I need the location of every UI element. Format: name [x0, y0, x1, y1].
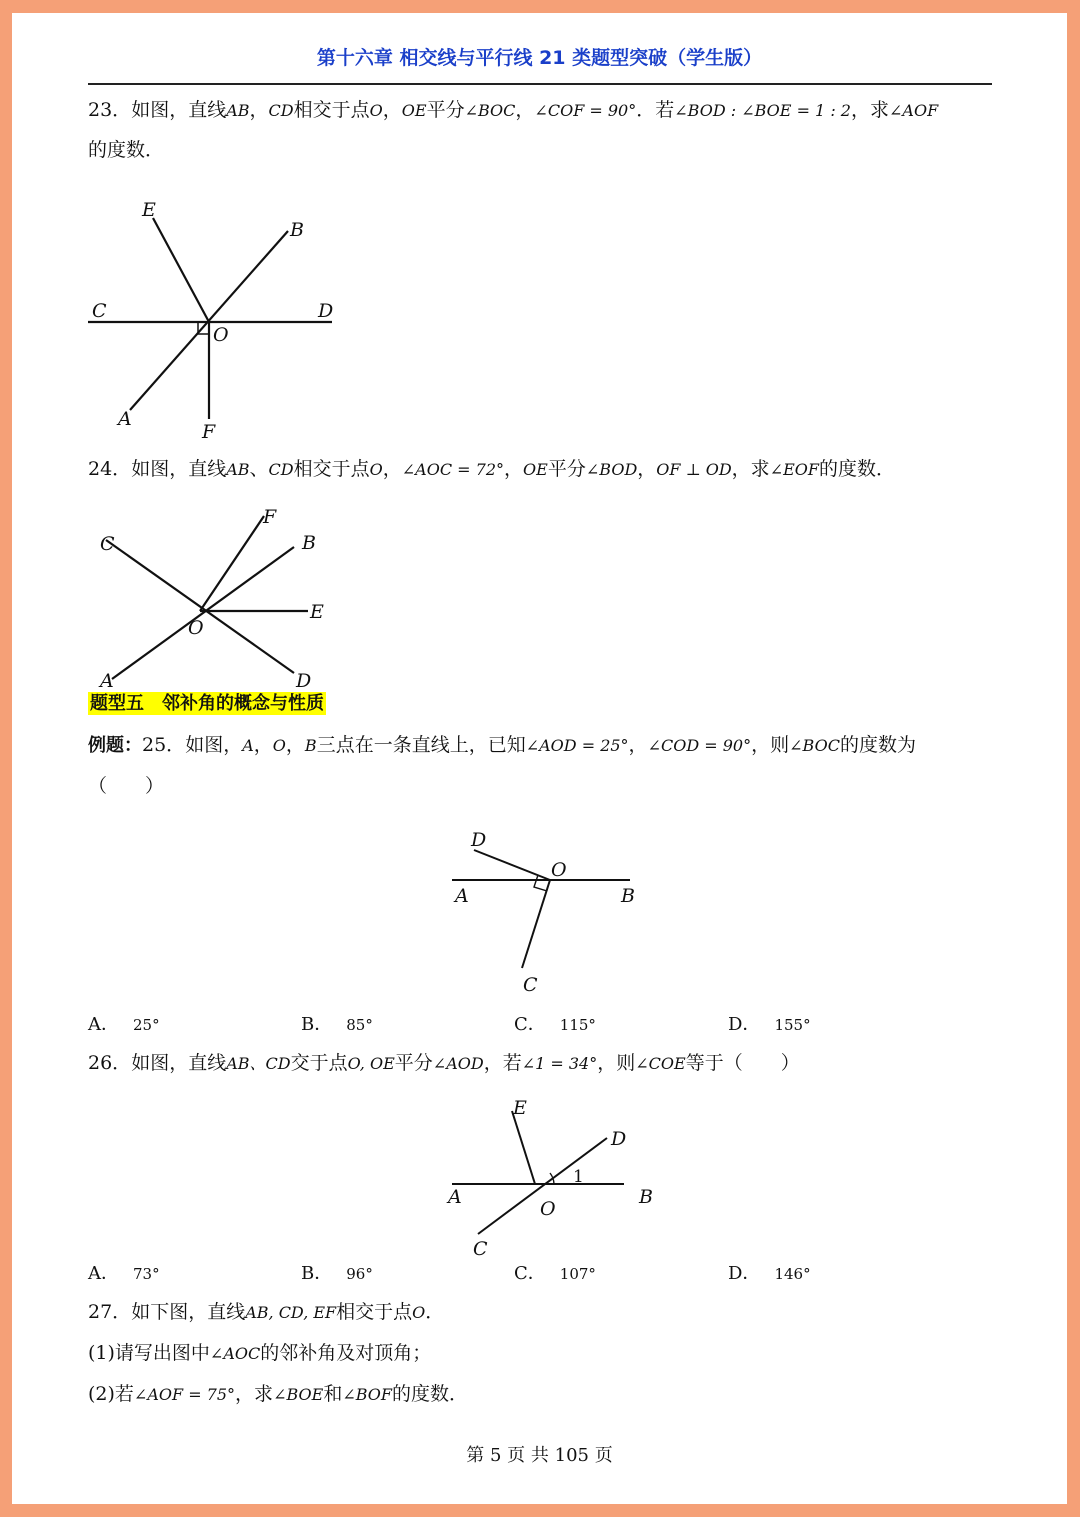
- question-24-line1: [88, 456, 895, 483]
- question-number: 27．: [88, 1301, 132, 1323]
- label-e: E: [142, 199, 156, 221]
- ray-oe: [153, 218, 209, 322]
- header-divider: [88, 83, 992, 85]
- math-cd: CD: [268, 460, 294, 479]
- option-b[interactable]: [301, 1259, 373, 1285]
- math-ab-cd-ef: AB, CD, EF: [245, 1303, 337, 1322]
- label-b: B: [302, 532, 316, 554]
- text: ，则: [751, 734, 790, 756]
- text: 如图，: [185, 734, 243, 756]
- option-b[interactable]: [301, 1010, 373, 1036]
- question-number: 26．: [88, 1052, 132, 1074]
- figure-q25: [437, 813, 657, 993]
- text: 如图，直线: [131, 99, 227, 121]
- label-b: B: [639, 1186, 653, 1208]
- label-c: C: [100, 533, 115, 555]
- option-value: 146°: [774, 1265, 811, 1283]
- label-c: C: [92, 300, 107, 322]
- option-letter: C．: [514, 1014, 546, 1035]
- math-angle-eof: ∠EOF: [769, 460, 819, 479]
- math-o: O: [369, 460, 383, 479]
- text: 的度数．: [392, 1383, 469, 1405]
- text: ，则: [597, 1052, 636, 1074]
- math-angle-aof: ∠AOF: [889, 101, 939, 120]
- math-angle-aoc: ∠AOC: [209, 1344, 261, 1363]
- question-27-line1: [88, 1299, 444, 1326]
- option-value: 115°: [559, 1016, 596, 1034]
- math-angle-aof: ∠AOF = 75°: [133, 1385, 236, 1404]
- page-footer: 第 5 页 共 105 页: [466, 1445, 613, 1466]
- text: ，: [382, 458, 402, 480]
- label-e: E: [513, 1097, 527, 1119]
- label-e: E: [310, 601, 324, 623]
- math-angle-bod: ∠BOD: [585, 460, 638, 479]
- figure-q24: [82, 493, 352, 693]
- option-value: 73°: [133, 1265, 160, 1283]
- ray-of: [200, 516, 264, 611]
- option-d[interactable]: [728, 1259, 811, 1285]
- text: 、: [249, 458, 269, 480]
- math-o-oe: O, OE: [347, 1054, 395, 1073]
- math-angle-coe: ∠COE: [635, 1054, 686, 1073]
- text: (2)若: [88, 1383, 134, 1405]
- question-23-line1: [88, 97, 938, 124]
- label-c: C: [523, 974, 538, 993]
- math-ratio: ∠BOD : ∠BOE = 1 : 2: [674, 101, 851, 120]
- option-c[interactable]: [514, 1010, 596, 1036]
- text: 平分: [394, 1052, 433, 1074]
- math-ab: AB: [226, 101, 250, 120]
- label-a: A: [448, 1186, 462, 1208]
- text: 相交于点: [293, 458, 370, 480]
- line-cd: [106, 540, 294, 673]
- text: ，: [382, 99, 402, 121]
- text: (1)请写出图中: [88, 1342, 210, 1364]
- question-23-line2: 的度数．: [88, 139, 165, 161]
- text: 如下图，直线: [131, 1301, 246, 1323]
- text: ，: [285, 734, 305, 756]
- math-angle-cof: ∠COF = 90°: [534, 101, 637, 120]
- answer-parentheses: （ ）: [88, 775, 165, 797]
- label-f: F: [202, 421, 216, 441]
- text: ，求: [235, 1383, 274, 1405]
- label-c: C: [473, 1238, 488, 1256]
- math-angle-boc: ∠BOC: [789, 736, 840, 755]
- math-o: O: [369, 101, 383, 120]
- section-heading: [88, 689, 326, 715]
- math-o: O: [412, 1303, 426, 1322]
- question-27-part1: [88, 1340, 431, 1367]
- option-value: 85°: [346, 1016, 373, 1034]
- text: ，: [249, 99, 269, 121]
- text: 平分: [426, 99, 465, 121]
- label-o: O: [188, 617, 204, 639]
- option-letter: C．: [514, 1263, 546, 1284]
- math-b: B: [304, 736, 317, 755]
- figure-q26: [427, 1086, 667, 1256]
- question-number: 24．: [88, 458, 132, 480]
- label-o: O: [213, 324, 229, 346]
- math-a: A: [242, 736, 254, 755]
- math-cd: CD: [268, 101, 294, 120]
- section-title: 题型五 邻补角的概念与性质: [90, 693, 324, 714]
- math-oe: OE: [523, 460, 548, 479]
- text: 如图，直线: [131, 1052, 227, 1074]
- text: ．若: [636, 99, 675, 121]
- math-of-perp-od: OF ⊥ OD: [656, 460, 732, 479]
- math-angle-aod: ∠AOD = 25°: [525, 736, 629, 755]
- math-angle-boe: ∠BOE: [273, 1385, 324, 1404]
- label-f: F: [263, 506, 277, 528]
- math-angle-boc: ∠BOC: [464, 101, 516, 120]
- question-27-part2: [88, 1381, 468, 1408]
- label-d: D: [318, 300, 334, 322]
- text: ，求: [731, 458, 770, 480]
- label-a: A: [100, 670, 114, 692]
- question-number: 25．: [142, 734, 186, 756]
- question-26-line1: [88, 1050, 800, 1077]
- option-letter: A．: [88, 1263, 119, 1284]
- text: 和: [323, 1383, 343, 1405]
- ray-od: [474, 850, 550, 880]
- ray-oe: [512, 1111, 535, 1184]
- label-a: A: [455, 885, 469, 907]
- label-d: D: [611, 1128, 627, 1150]
- text: 三点在一条直线上，已知: [316, 734, 526, 756]
- question-number: 23．: [88, 99, 132, 121]
- label-b: B: [621, 885, 635, 907]
- text: 平分: [547, 458, 586, 480]
- figure-q23: [82, 181, 362, 441]
- math-oe: OE: [401, 101, 427, 120]
- option-letter: A．: [88, 1014, 119, 1035]
- label-o: O: [540, 1198, 556, 1220]
- option-letter: B．: [301, 1014, 333, 1035]
- math-angle-aoc: ∠AOC = 72°: [401, 460, 505, 479]
- option-value: 96°: [346, 1265, 373, 1283]
- text: 的度数．: [819, 458, 896, 480]
- math-angle-aod: ∠AOD: [432, 1054, 484, 1073]
- option-letter: B．: [301, 1263, 333, 1284]
- text: 的邻补角及对顶角；: [260, 1342, 432, 1364]
- text: 等于（ ）: [685, 1052, 800, 1074]
- label-b: B: [290, 219, 304, 241]
- label-d: D: [471, 829, 487, 851]
- text: 相交于点: [293, 99, 370, 121]
- text: ，: [515, 99, 535, 121]
- question-25-line1: [88, 732, 916, 759]
- text: ，: [628, 734, 648, 756]
- option-letter: D．: [728, 1263, 761, 1284]
- math-ab-cd: AB、CD: [226, 1054, 291, 1073]
- option-value: 107°: [559, 1265, 596, 1283]
- math-angle-bof: ∠BOF: [342, 1385, 393, 1404]
- text: ，求: [850, 99, 889, 121]
- option-a[interactable]: [88, 1010, 160, 1036]
- math-angle-cod: ∠COD = 90°: [647, 736, 752, 755]
- math-o: O: [272, 736, 286, 755]
- page-header-title: 第十六章 相交线与平行线 21 类题型突破（学生版）: [316, 47, 763, 69]
- text: ，若: [483, 1052, 522, 1074]
- label-o: O: [551, 859, 567, 881]
- text: 相交于点: [336, 1301, 413, 1323]
- document-page: [12, 13, 1067, 1504]
- label-a: A: [118, 408, 132, 430]
- text: 如图，直线: [131, 458, 227, 480]
- text: 的度数为: [839, 734, 916, 756]
- option-c[interactable]: [514, 1259, 596, 1285]
- option-d[interactable]: [728, 1010, 811, 1036]
- line-ab: [112, 547, 294, 679]
- option-a[interactable]: [88, 1259, 160, 1285]
- math-angle-1: ∠1 = 34°: [521, 1054, 598, 1073]
- math-ab: AB: [226, 460, 250, 479]
- text: ，: [504, 458, 524, 480]
- option-letter: D．: [728, 1014, 761, 1035]
- text: ．: [425, 1301, 445, 1323]
- option-value: 25°: [133, 1016, 160, 1034]
- label-d: D: [296, 670, 312, 692]
- option-value: 155°: [774, 1016, 811, 1034]
- example-label: 例题：: [88, 735, 142, 756]
- text: ，: [637, 458, 657, 480]
- text: 交于点: [290, 1052, 348, 1074]
- text: ，: [253, 734, 273, 756]
- label-angle-1: 1: [573, 1167, 584, 1187]
- ray-oc: [522, 880, 550, 968]
